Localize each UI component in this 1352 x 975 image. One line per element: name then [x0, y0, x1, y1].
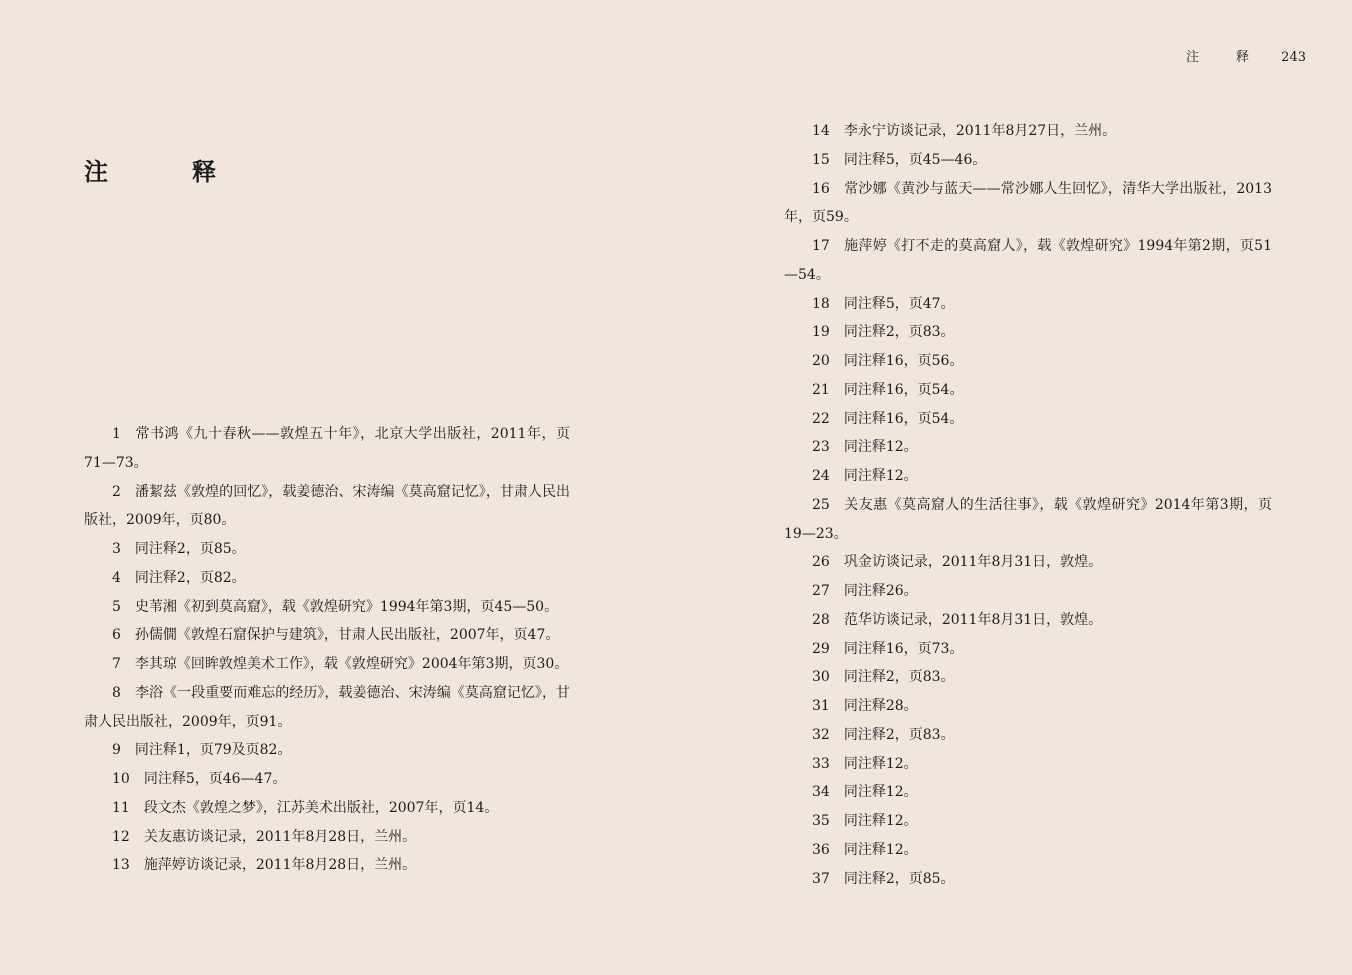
- note-text: 同注释16，页54。: [843, 410, 964, 427]
- note-item: [784, 577, 1272, 606]
- note-number: 3: [112, 541, 121, 557]
- note-number: 6: [112, 627, 121, 644]
- note-text: 常书鸿《九十春秋——敦煌五十年》，北京大学出版社，2011年，页71—73。: [84, 426, 570, 471]
- note-number: 20: [812, 353, 830, 369]
- note-item: [84, 564, 570, 593]
- note-item: [84, 765, 570, 794]
- note-text: 孙儒僩《敦煌石窟保护与建筑》，甘肃人民出版社，2007年，页47。: [134, 627, 560, 644]
- note-item: [784, 117, 1272, 146]
- note-text: 同注释2，页82。: [134, 569, 246, 586]
- note-number: 30: [812, 669, 830, 686]
- note-item: [784, 318, 1272, 347]
- note-item: [84, 535, 570, 564]
- note-text: 同注释16，页73。: [843, 640, 964, 657]
- note-item: [784, 347, 1272, 376]
- notes-list-left: [84, 420, 570, 880]
- note-number: 21: [812, 381, 830, 398]
- note-text: 同注释1，页79及页82。: [134, 742, 292, 759]
- note-number: 33: [812, 755, 830, 772]
- note-text: 施萍婷《打不走的莫高窟人》，载《敦煌研究》1994年第2期，页51—54。: [784, 238, 1272, 283]
- note-item: [84, 420, 570, 478]
- note-item: [84, 650, 570, 679]
- note-item: [84, 794, 570, 823]
- note-text: 潘絜兹《敦煌的回忆》，载姜德治、宋涛编《莫高窟记忆》，甘肃人民出版社，2009年，页80。: [84, 483, 570, 529]
- note-text: 同注释16，页56。: [843, 353, 964, 369]
- note-number: 4: [112, 569, 121, 586]
- note-text: 李永宁访谈记录，2011年8月27日，兰州。: [843, 123, 1117, 139]
- note-item: [784, 548, 1272, 577]
- note-text: 同注释2，页83。: [843, 324, 955, 341]
- note-number: 25: [812, 496, 830, 513]
- note-item: [784, 491, 1272, 549]
- note-item: [784, 405, 1272, 434]
- note-item: [784, 232, 1272, 290]
- note-item: [84, 736, 570, 765]
- note-number: 23: [812, 439, 830, 456]
- note-item: [784, 290, 1272, 319]
- note-number: 17: [812, 238, 830, 254]
- note-text: 范华访谈记录，2011年8月31日，敦煌。: [843, 611, 1103, 628]
- running-head-title: 注 释: [1186, 50, 1262, 65]
- note-text: 同注释2，页83。: [843, 726, 955, 743]
- note-number: 2: [112, 483, 121, 500]
- note-item: [784, 778, 1272, 807]
- note-text: 同注释12。: [843, 468, 918, 484]
- note-item: [784, 146, 1272, 175]
- note-number: 8: [112, 684, 121, 701]
- note-number: 19: [812, 324, 830, 341]
- note-text: 同注释2，页85。: [134, 541, 246, 557]
- notes-list-right: [784, 117, 1272, 893]
- note-number: 16: [812, 180, 830, 197]
- note-text: 同注释2，页83。: [843, 669, 955, 686]
- note-item: [784, 376, 1272, 405]
- note-number: 36: [812, 841, 830, 858]
- note-number: 26: [812, 554, 830, 571]
- note-number: 7: [112, 656, 121, 672]
- note-text: 同注释2，页85。: [843, 870, 955, 887]
- note-number: 29: [812, 640, 830, 657]
- note-item: [784, 836, 1272, 865]
- note-item: [84, 823, 570, 852]
- note-item: [784, 692, 1272, 721]
- note-text: 史苇湘《初到莫高窟》，载《敦煌研究》1994年第3期，页45—50。: [134, 598, 559, 615]
- note-item: [784, 807, 1272, 836]
- note-item: [84, 679, 570, 737]
- note-number: 10: [112, 771, 130, 787]
- chapter-title: 注 释: [84, 157, 246, 186]
- note-number: 18: [812, 295, 830, 312]
- note-text: 同注释5，页47。: [843, 295, 955, 312]
- note-item: [84, 478, 570, 536]
- running-head: [1186, 46, 1306, 65]
- note-text: 施萍婷访谈记录，2011年8月28日，兰州。: [143, 857, 417, 874]
- note-number: 9: [112, 742, 121, 759]
- note-item: [84, 851, 570, 880]
- note-number: 31: [812, 698, 830, 714]
- note-item: [784, 175, 1272, 233]
- note-text: 李浴《一段重要而难忘的经历》，载姜德治、宋涛编《莫高窟记忆》，甘肃人民出版社，2009年，页91。: [84, 684, 570, 730]
- note-item: [84, 593, 570, 622]
- note-number: 11: [112, 799, 130, 816]
- note-number: 22: [812, 410, 830, 427]
- note-text: 同注释26。: [843, 583, 918, 599]
- note-text: 段文杰《敦煌之梦》，江苏美术出版社，2007年，页14。: [143, 799, 499, 816]
- note-number: 35: [812, 813, 830, 829]
- note-number: 24: [812, 468, 830, 484]
- note-number: 12: [112, 828, 130, 845]
- note-text: 常沙娜《黄沙与蓝天——常沙娜人生回忆》，清华大学出版社，2013年，页59。: [784, 180, 1272, 226]
- note-number: 13: [112, 857, 130, 874]
- note-item: [784, 865, 1272, 894]
- note-item: [784, 663, 1272, 692]
- note-item: [784, 462, 1272, 491]
- note-item: [784, 750, 1272, 779]
- note-number: 1: [112, 426, 121, 442]
- note-text: 同注释12。: [843, 755, 918, 772]
- note-text: 同注释5，页45—46。: [843, 151, 987, 168]
- note-item: [784, 433, 1272, 462]
- note-number: 37: [812, 870, 830, 887]
- note-number: 15: [812, 151, 830, 168]
- note-text: 同注释12。: [843, 439, 918, 456]
- note-number: 27: [812, 583, 830, 599]
- note-text: 李其琼《回眸敦煌美术工作》，载《敦煌研究》2004年第3期，页30。: [134, 656, 569, 672]
- note-number: 5: [112, 598, 121, 615]
- note-number: 34: [812, 784, 830, 801]
- note-text: 关友惠访谈记录，2011年8月28日，兰州。: [143, 828, 417, 845]
- note-text: 同注释12。: [843, 841, 918, 858]
- note-text: 同注释28。: [843, 698, 918, 714]
- note-number: 14: [812, 123, 830, 139]
- note-text: 巩金访谈记录，2011年8月31日，敦煌。: [843, 554, 1103, 571]
- note-text: 同注释12。: [843, 813, 918, 829]
- note-text: 同注释12。: [843, 784, 918, 801]
- note-item: [784, 606, 1272, 635]
- note-text: 同注释5，页46—47。: [143, 771, 287, 787]
- note-item: [784, 721, 1272, 750]
- note-number: 32: [812, 726, 830, 743]
- note-text: 关友惠《莫高窟人的生活往事》，载《敦煌研究》2014年第3期，页19—23。: [784, 496, 1272, 542]
- note-item: [84, 621, 570, 650]
- note-text: 同注释16，页54。: [843, 381, 964, 398]
- note-item: [784, 635, 1272, 664]
- page-number: 243: [1281, 50, 1306, 65]
- note-number: 28: [812, 611, 830, 628]
